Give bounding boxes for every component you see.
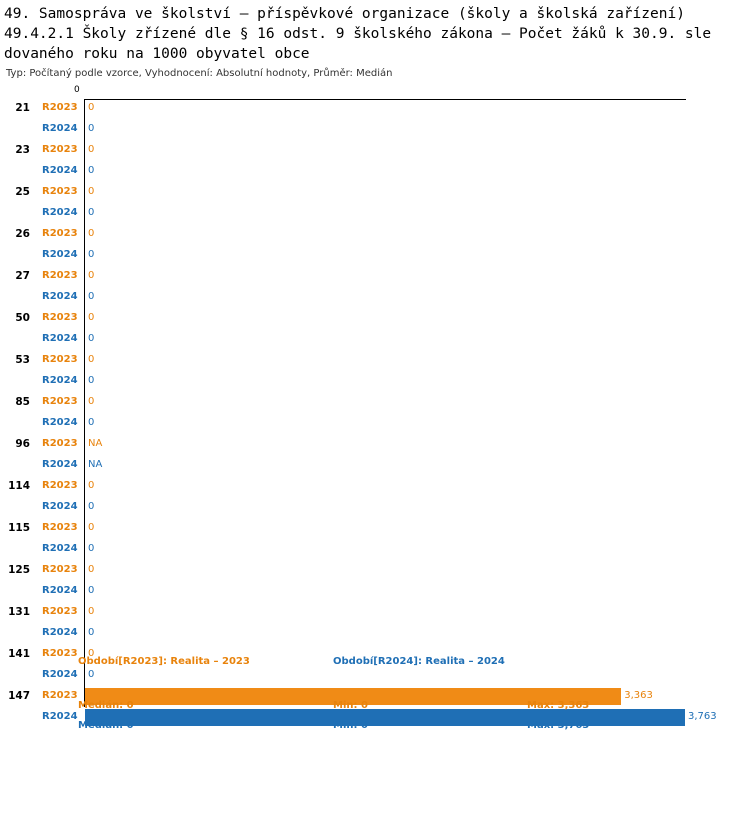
bar-row (0, 624, 750, 645)
series-label: R2023 (42, 354, 78, 365)
series-label: R2023 (42, 480, 78, 491)
bar-row (0, 519, 750, 540)
bar-value-label: 3,763 (688, 711, 717, 722)
category-label: 141 (8, 648, 30, 660)
series-label: R2023 (42, 312, 78, 323)
bar-value-label: NA (88, 459, 103, 470)
bar-row (0, 393, 750, 414)
bar-value-label: 0 (88, 333, 95, 344)
bar-value-label: 0 (88, 396, 95, 407)
bar-row (0, 99, 750, 120)
bar-value-label: 0 (88, 249, 95, 260)
median-r2023: Medián: 0 (78, 700, 134, 711)
median-r2024: Medián: 0 (78, 720, 134, 731)
series-label: R2023 (42, 564, 78, 575)
category-label: 27 (15, 270, 30, 282)
series-label: R2023 (42, 396, 78, 407)
category-label: 53 (15, 354, 30, 366)
bar-value-label: 0 (88, 270, 95, 281)
bar-group (0, 477, 750, 519)
bar-value-label: 0 (88, 207, 95, 218)
series-label: R2023 (42, 186, 78, 197)
bar-row (0, 498, 750, 519)
max-r2023: Max: 3,363 (527, 700, 590, 711)
legend-item-r2023: Období[R2023]: Realita – 2023 (78, 656, 250, 667)
series-label: R2024 (42, 585, 78, 596)
min-r2024: Min: 0 (333, 720, 368, 731)
bar-row (0, 309, 750, 330)
category-label: 23 (15, 144, 30, 156)
series-label: R2024 (42, 165, 78, 176)
category-label: 85 (15, 396, 30, 408)
bar-row (0, 267, 750, 288)
bar-value-label: 0 (88, 417, 95, 428)
legend-item-r2024: Období[R2024]: Realita – 2024 (333, 656, 505, 667)
series-label: R2023 (42, 438, 78, 449)
legend-spacer (0, 676, 750, 700)
bar-value-label: 0 (88, 123, 95, 134)
title-line-1: 49. Samospráva ve školství – příspěvkové organizace (školy a školská zařízení) (4, 6, 685, 22)
bar-group (0, 561, 750, 603)
bar-group (0, 309, 750, 351)
bar-row (0, 351, 750, 372)
bar-row (0, 477, 750, 498)
bar-value-label: 0 (88, 564, 95, 575)
chart-header (0, 0, 750, 79)
bar-value-label: 0 (88, 480, 95, 491)
bar-row (0, 540, 750, 561)
category-label: 96 (15, 438, 30, 450)
title-line-2: 49.4.2.1 Školy zřízené dle § 16 odst. 9 školského zákona – Počet žáků k 30.9. sle (4, 26, 712, 42)
legend-series-row (0, 656, 750, 676)
bar-row (0, 120, 750, 141)
bar-value-label: 0 (88, 102, 95, 113)
series-label: R2024 (42, 123, 78, 134)
series-label: R2024 (42, 543, 78, 554)
series-label: R2024 (42, 375, 78, 386)
bar-value-label: 0 (88, 585, 95, 596)
bar-group (0, 351, 750, 393)
min-r2023: Min: 0 (333, 700, 368, 711)
bar-value-label: 0 (88, 291, 95, 302)
bar-row (0, 456, 750, 477)
bar-row (0, 330, 750, 351)
bar-value-label: 0 (88, 228, 95, 239)
bar-value-label: 0 (88, 522, 95, 533)
bar-group (0, 519, 750, 561)
chart-subtitle: Typ: Počítaný podle vzorce, Vyhodnocení: Absolutní hodnoty, Průměr: Medián (6, 68, 393, 79)
bar-value-label: 0 (88, 627, 95, 638)
stats-row-r2023 (0, 700, 750, 720)
series-label: R2023 (42, 144, 78, 155)
series-label: R2024 (42, 333, 78, 344)
series-label: R2023 (42, 522, 78, 533)
bar-value-label: 0 (88, 669, 95, 680)
bar-row (0, 414, 750, 435)
bar-value-label: 0 (88, 312, 95, 323)
series-label: R2024 (42, 501, 78, 512)
x-axis-tick-0: 0 (74, 85, 80, 95)
category-label: 147 (8, 690, 30, 702)
series-label: R2023 (42, 228, 78, 239)
bar-row (0, 561, 750, 582)
category-label: 125 (8, 564, 30, 576)
series-label: R2023 (42, 606, 78, 617)
bar-row (0, 603, 750, 624)
chart-legend (0, 656, 750, 740)
series-label: R2024 (42, 291, 78, 302)
bar-value-label: 0 (88, 501, 95, 512)
category-label: 114 (8, 480, 30, 492)
bar-value-label: 0 (88, 186, 95, 197)
category-label: 131 (8, 606, 30, 618)
bar-value-label: 0 (88, 648, 95, 659)
bar-group (0, 267, 750, 309)
series-label: R2023 (42, 690, 78, 701)
bar-group (0, 183, 750, 225)
bar-row (0, 246, 750, 267)
category-label: 50 (15, 312, 30, 324)
bar-group (0, 603, 750, 645)
bar-value-label: 0 (88, 354, 95, 365)
bar-groups (0, 99, 750, 729)
bar-value-label: 0 (88, 375, 95, 386)
series-label: R2024 (42, 207, 78, 218)
bar-row (0, 204, 750, 225)
bar-row (0, 162, 750, 183)
max-r2024: Max: 3,763 (527, 720, 590, 731)
series-label: R2024 (42, 711, 78, 722)
series-label: R2024 (42, 249, 78, 260)
bar-row (0, 288, 750, 309)
bar-group (0, 393, 750, 435)
bar-row (0, 141, 750, 162)
bar-row (0, 183, 750, 204)
bar-group (0, 435, 750, 477)
chart-plot-area (0, 85, 750, 725)
bar-row (0, 225, 750, 246)
stats-row-r2024 (0, 720, 750, 740)
bar-group (0, 225, 750, 267)
bar-row (0, 372, 750, 393)
bar-value-label: 0 (88, 144, 95, 155)
bar-group (0, 99, 750, 141)
category-label: 21 (15, 102, 30, 114)
series-label: R2023 (42, 648, 78, 659)
series-label: R2024 (42, 669, 78, 680)
bar-row (0, 435, 750, 456)
series-label: R2024 (42, 417, 78, 428)
bar-value-label: NA (88, 438, 103, 449)
category-label: 25 (15, 186, 30, 198)
bar-value-label: 0 (88, 165, 95, 176)
series-label: R2024 (42, 627, 78, 638)
category-label: 115 (8, 522, 30, 534)
series-label: R2023 (42, 102, 78, 113)
bar-row (0, 582, 750, 603)
series-label: R2023 (42, 270, 78, 281)
series-label: R2024 (42, 459, 78, 470)
bar-value-label: 0 (88, 543, 95, 554)
bar-value-label: 0 (88, 606, 95, 617)
bar-group (0, 141, 750, 183)
category-label: 26 (15, 228, 30, 240)
title-line-3: dovaného roku na 1000 obyvatel obce (4, 46, 310, 62)
bar-value-label: 3,363 (624, 690, 653, 701)
